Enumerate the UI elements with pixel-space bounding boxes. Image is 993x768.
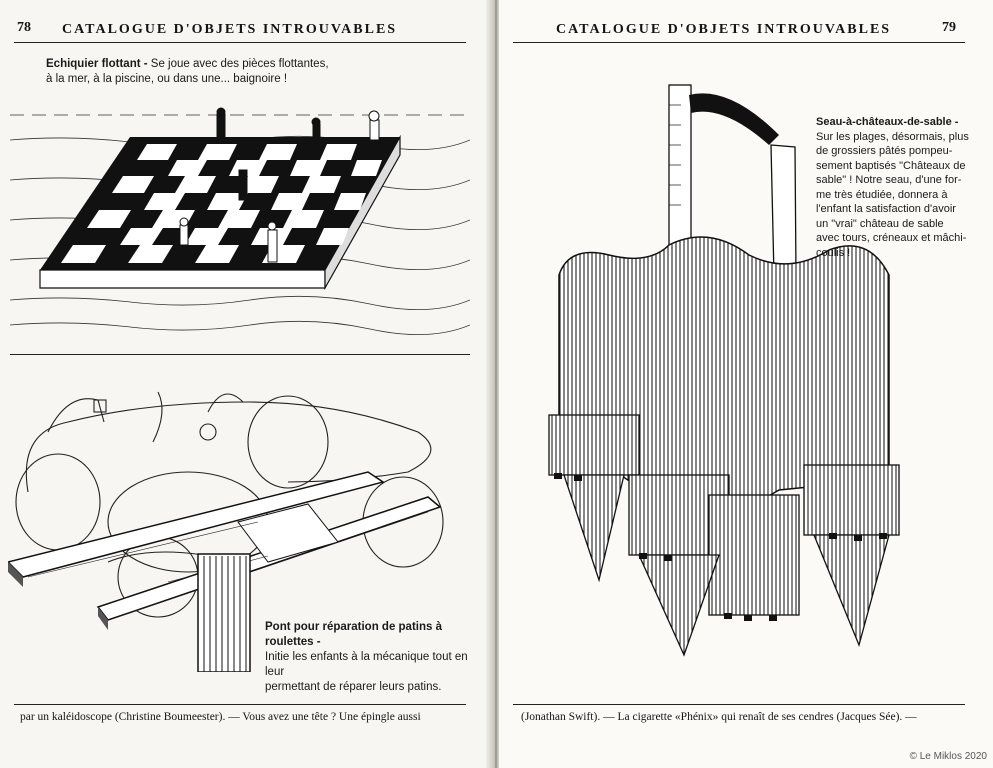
caption-chessboard-title: Echiquier flottant - (46, 58, 148, 70)
footer-left: par un kaléidoscope (Christine Boumeester). — Vous avez une tête ? Une épingle aussi (20, 711, 421, 723)
caption-sandcastle-line-8: avec tours, créneaux et mâchi- (816, 232, 967, 244)
caption-skate-bridge-title: Pont pour réparation de patins à roulettes - (265, 621, 442, 648)
caption-skate-bridge (265, 620, 490, 695)
caption-sandcastle-line-7: un "vrai" château de sable (816, 217, 944, 230)
right-page (499, 0, 993, 768)
page-number-left: 78 (17, 20, 31, 35)
caption-sandcastle-line-3: sement baptisés "Châteaux de (816, 159, 966, 172)
header-rule-right (513, 42, 965, 43)
caption-sandcastle-line-4: sable" ! Notre seau, d'une for- (816, 174, 962, 186)
caption-sandcastle-line-2: de grossiers pâtés pompeu- (816, 145, 953, 157)
header-rule-left (14, 42, 466, 43)
caption-sandcastle-title: Seau-à-châteaux-de-sable - (816, 116, 959, 128)
left-page (0, 0, 494, 768)
caption-chessboard-line2: à la mer, à la piscine, ou dans une... baignoire ! (46, 73, 288, 85)
section-divider (10, 354, 470, 355)
caption-sandcastle-bucket (816, 115, 971, 260)
caption-sandcastle-line-1: Sur les plages, désormais, plus (816, 130, 969, 143)
caption-chessboard (46, 57, 446, 87)
footer-rule-left (14, 704, 466, 705)
copyright-notice: © Le Miklos 2020 (909, 751, 987, 762)
caption-skate-bridge-line2: permettant de réparer leurs patins. (265, 681, 442, 693)
caption-sandcastle-line-6: l'enfant la satisfaction d'avoir (816, 203, 956, 215)
footer-right: (Jonathan Swift). — La cigarette «Phénix» qui renaît de ses cendres (Jacques Sée). — (521, 711, 917, 723)
footer-rule-right (513, 704, 965, 705)
caption-skate-bridge-line1: Initie les enfants à la mécanique tout en leur (265, 651, 468, 678)
caption-chessboard-line1: Se joue avec des pièces flottantes, (147, 58, 329, 70)
page-number-right: 79 (942, 20, 956, 35)
caption-sandcastle-line-5: me très étudiée, donnera à (816, 188, 948, 201)
floating-chessboard-illustration (10, 100, 470, 340)
caption-sandcastle-line-9: coulis ! (816, 246, 851, 259)
running-head-left: CATALOGUE D'OBJETS INTROUVABLES (62, 22, 398, 37)
running-head-right: CATALOGUE D'OBJETS INTROUVABLES (556, 22, 892, 37)
